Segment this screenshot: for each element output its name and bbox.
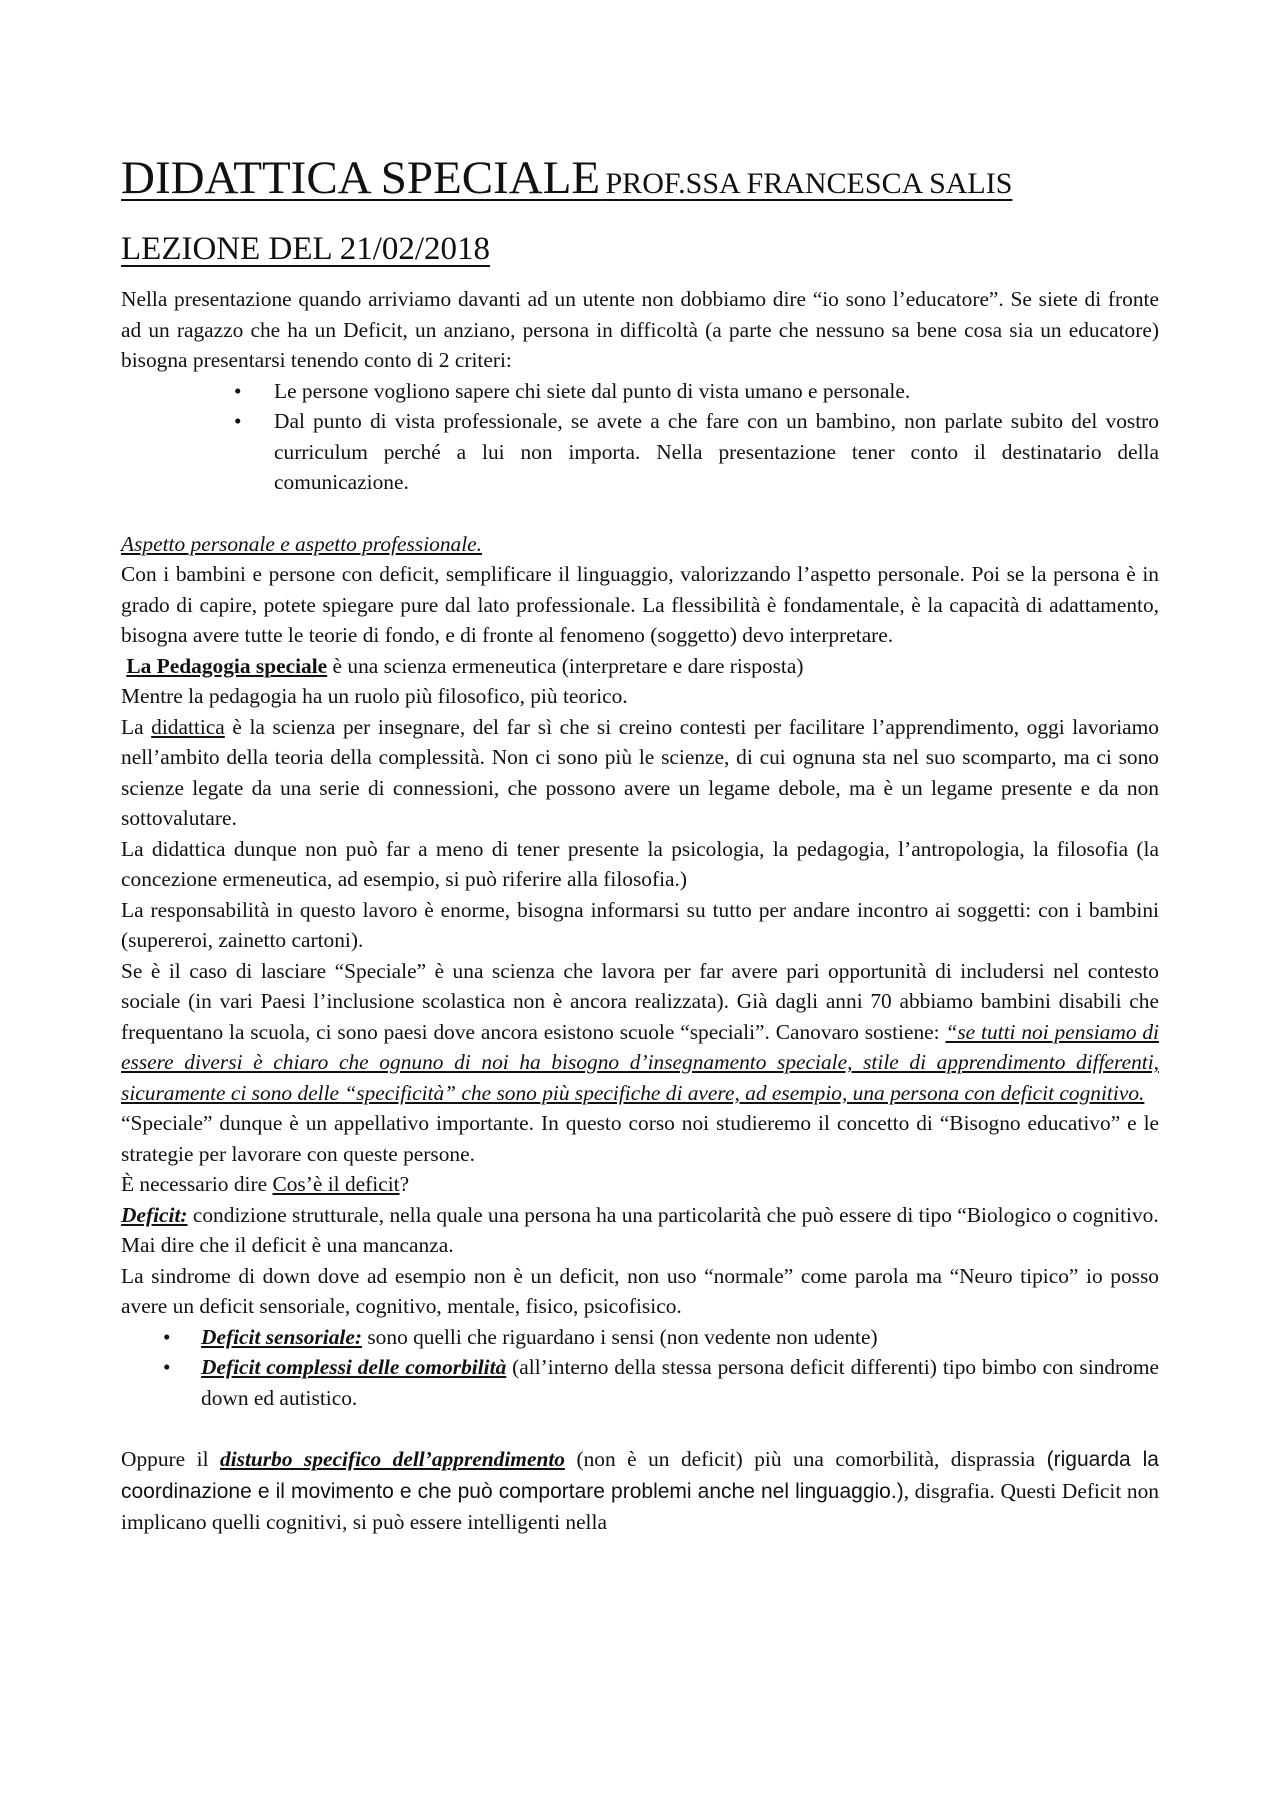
list-item bbox=[121, 406, 1159, 498]
list-item bbox=[121, 1322, 1159, 1353]
pedagogy-definition: è una scienza ermeneutica (interpretare e dare risposta) bbox=[327, 653, 804, 678]
didactics-text: è la scienza per insegnare, del far sì che si creino contesti per facilitare l’apprendimento, oggi lavoriamo nell’ambito della teoria della complessità. Non ci sono più le scienze, di cui ognuna sta nel suo scomparto, ma ci sono scienze legate da una serie di connessioni, che possono avere un legame debole, ma è un legame presente e da non sottovalutare. bbox=[121, 714, 1159, 830]
professor-name: PROF.SSA FRANCESCA SALIS bbox=[605, 167, 1013, 200]
bullet-icon: • bbox=[163, 1324, 171, 1349]
intro-paragraph: Nella presentazione quando arriviamo davanti ad un utente non dobbiamo dire “io sono l’educatore”. Se siete di fronte ad un ragazzo che ha un Deficit, un anziano, persona in difficoltà (a parte che nessuno sa bene cosa sia un educatore) bisogna presentarsi tenendo conto di 2 criteri: bbox=[121, 287, 1159, 372]
question-link: Cos’è il deficit bbox=[272, 1172, 400, 1196]
pedagogy-paragraph bbox=[121, 651, 1159, 682]
bullet-text: Dal punto di vista professionale, se avete a che fare con un bambino, non parlate subito del vostro curriculum perché a lui non importa. Nella presentazione tener conto il destinatario della comunicazione. bbox=[274, 409, 1159, 494]
didactics-related: La didattica dunque non può far a meno di tener presente la psicologia, la pedagogia, l’antropologia, la filosofia (la concezione ermeneutica, ad esempio, si può riferire alla filosofia.) bbox=[121, 836, 1159, 891]
deficit-types-list bbox=[121, 1322, 1159, 1414]
deficit-question bbox=[121, 1169, 1159, 1200]
deficit-type-text: (all’interno della stessa persona deficit differenti) tipo bimbo con sindrome down ed autistico. bbox=[201, 1355, 1159, 1410]
deficit-type-term: Deficit sensoriale: bbox=[201, 1324, 362, 1349]
paragraph-spacer bbox=[121, 498, 1159, 529]
didactics-term: didattica bbox=[151, 714, 225, 739]
dsa-text-a: (non è un deficit) più una comorbilità, disprassia bbox=[564, 1447, 1047, 1471]
paragraph-spacer bbox=[121, 1413, 1159, 1444]
deficit-definition-paragraph bbox=[121, 1200, 1159, 1231]
aspects-heading: Aspetto personale e aspetto professionale. bbox=[121, 531, 483, 556]
special-text: Se è il caso di lasciare “Speciale” è una scienza che lavora per far avere pari opportunità di includersi nel contesto sociale (in vari Paesi l’inclusione scolastica non è ancora realizzata). Già dagli anni 70 abbiamo bambini disabili che frequentano la scuola, ci sono paesi dove ancora esistono scuole “speciali”. Canovaro sostiene: bbox=[121, 958, 1159, 1044]
bullet-icon: • bbox=[234, 409, 242, 433]
deficit-type-term: Deficit complessi delle comorbilità bbox=[201, 1355, 507, 1379]
aspects-paragraph: Con i bambini e persone con deficit, semplificare il linguaggio, valorizzando l’aspetto personale. Poi se la persona è in grado di capire, potete spiegare pure dal lato professionale. La flessibilità è fondamentale, è la capacità di adattamento, bisogna avere tutte le teorie di fondo, e di fronte al fenomeno (soggetto) devo interpretare. bbox=[121, 562, 1159, 647]
dsa-term: disturbo specifico dell’apprendimento bbox=[220, 1447, 565, 1471]
dsa-text-b: (riguarda la coordinazione e il movimento e che può comportare problemi anche nel linguaggio.) bbox=[121, 1448, 1159, 1503]
pedagogy-comparison: Mentre la pedagogia ha un ruolo più filosofico, più teorico. bbox=[121, 684, 628, 708]
responsibility-paragraph: La responsabilità in questo lavoro è enorme, bisogna informarsi su tutto per andare incontro ai soggetti: con i bambini (supereroi, zainetto cartoni). bbox=[121, 897, 1159, 952]
dsa-paragraph bbox=[121, 1444, 1159, 1538]
dsa-text-c: , disgrafia. Questi Deficit non implicano quelli cognitivi, si può essere intelligenti nella bbox=[121, 1478, 1160, 1534]
canovaro-quote: “se tutti noi pensiamo di essere diversi è chiaro che ognuno di noi ha bisogno d’insegnamento speciale, stile di apprendimento differenti, sicuramente ci sono delle “specificità” che sono più specifiche di avere, ad esempio, una persona con deficit cognitivo. bbox=[121, 1019, 1159, 1105]
special-paragraph bbox=[121, 956, 1159, 1109]
didactics-paragraph bbox=[121, 712, 1159, 834]
deficit-definition: condizione strutturale, nella quale una persona ha una particolarità che può essere di tipo “Biologico o cognitivo. bbox=[187, 1202, 1159, 1227]
question-prefix: È necessario dire bbox=[121, 1172, 273, 1196]
bullet-icon: • bbox=[163, 1355, 171, 1379]
question-suffix: ? bbox=[399, 1172, 410, 1196]
bullet-text: Le persone vogliono sapere chi siete dal punto di vista umano e personale. bbox=[274, 378, 911, 403]
list-item bbox=[121, 376, 1159, 407]
special-followup: “Speciale” dunque è un appellativo importante. In questo corso noi studieremo il concetto di “Bisogno educativo” e le strategie per lavorare con queste persone. bbox=[121, 1111, 1159, 1166]
deficit-term: Deficit: bbox=[121, 1202, 188, 1227]
pedagogy-term: La Pedagogia speciale bbox=[126, 653, 328, 678]
list-item bbox=[121, 1352, 1159, 1413]
course-title: DIDATTICA SPECIALE bbox=[121, 152, 601, 204]
didactics-prefix: La bbox=[121, 714, 152, 739]
document-title bbox=[121, 150, 1159, 214]
lesson-date: LEZIONE DEL 21/02/2018 bbox=[121, 231, 491, 267]
document-body bbox=[121, 150, 1159, 1538]
down-syndrome-paragraph: La sindrome di down dove ad esempio non è un deficit, non uso “normale” come parola ma “Neuro tipico” io posso avere un deficit sensoriale, cognitivo, mentale, fisico, psicofisico. bbox=[121, 1263, 1159, 1318]
deficit-type-text: sono quelli che riguardano i sensi (non vedente non udente) bbox=[362, 1324, 878, 1349]
dsa-prefix: Oppure il bbox=[121, 1447, 220, 1471]
bullet-icon: • bbox=[234, 378, 242, 403]
deficit-never: Mai dire che il deficit è una mancanza. bbox=[121, 1233, 454, 1257]
intro-bullet-list bbox=[121, 376, 1159, 498]
